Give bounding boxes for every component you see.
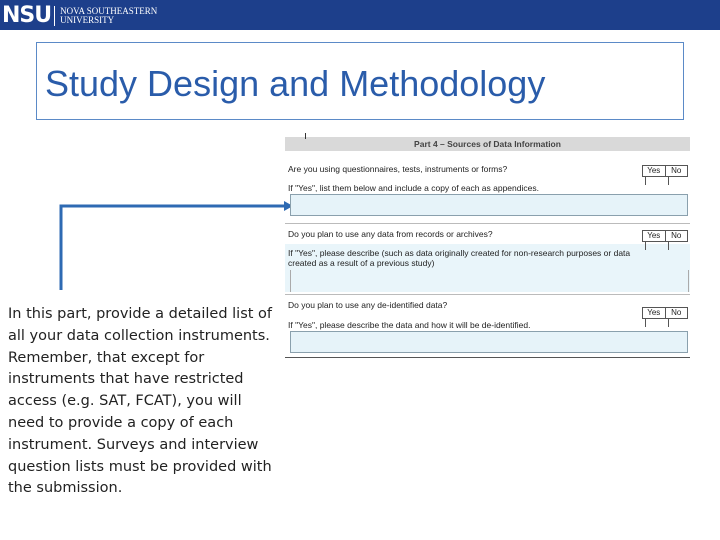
form-question-2: Do you plan to use any data from records or archives? <box>288 229 493 239</box>
yes-option-2[interactable]: Yes <box>642 230 666 242</box>
form-excerpt <box>285 137 690 359</box>
answer-field-1[interactable] <box>290 194 688 216</box>
form-divider <box>285 223 690 224</box>
yes-no-choice-1[interactable] <box>642 165 688 177</box>
checkbox-tick <box>668 177 669 185</box>
slide-title: Study Design and Methodology <box>45 63 546 104</box>
form-bottom-rule <box>285 357 690 358</box>
no-option-2[interactable]: No <box>666 230 689 242</box>
checkbox-tick <box>645 177 646 185</box>
checkbox-tick <box>668 319 669 327</box>
university-name-line1: NOVA SOUTHEASTERN <box>60 6 158 16</box>
yes-no-choice-2[interactable] <box>642 230 688 242</box>
form-followup-1: If "Yes", list them below and include a copy of each as appendices. <box>288 183 539 193</box>
answer-field-3[interactable] <box>290 331 688 353</box>
form-border <box>688 270 689 292</box>
no-option-3[interactable]: No <box>666 307 689 319</box>
yes-no-choice-3[interactable] <box>642 307 688 319</box>
form-section-header: Part 4 – Sources of Data Information <box>285 137 690 151</box>
checkbox-tick <box>645 242 646 250</box>
form-border <box>290 270 291 292</box>
yes-option-3[interactable]: Yes <box>642 307 666 319</box>
university-name-line2: UNIVERSITY <box>60 15 115 25</box>
form-question-3: Do you plan to use any de-identified data? <box>288 300 448 310</box>
no-option-1[interactable]: No <box>666 165 689 177</box>
checkbox-tick <box>668 242 669 250</box>
form-edge-mark <box>305 133 306 139</box>
instructions-text: In this part, provide a detailed list of all your data collection instruments. Remember, that except for instruments that have restricted access (e.g. SAT, FCAT), you will need to provide a copy of each instrument. Surveys and interview question lists must be provided with the submission. <box>8 306 273 497</box>
logo-mark: NSU <box>2 3 52 28</box>
form-followup-3: If "Yes", please describe the data and how it will be de-identified. <box>288 320 531 330</box>
form-divider <box>285 294 690 295</box>
checkbox-tick <box>645 319 646 327</box>
form-followup-2: If "Yes", please describe (such as data originally created for non-research purposes or data created as a result of a previous study) <box>288 248 631 268</box>
yes-option-1[interactable]: Yes <box>642 165 666 177</box>
form-question-1: Are you using questionnaires, tests, instruments or forms? <box>288 164 508 174</box>
